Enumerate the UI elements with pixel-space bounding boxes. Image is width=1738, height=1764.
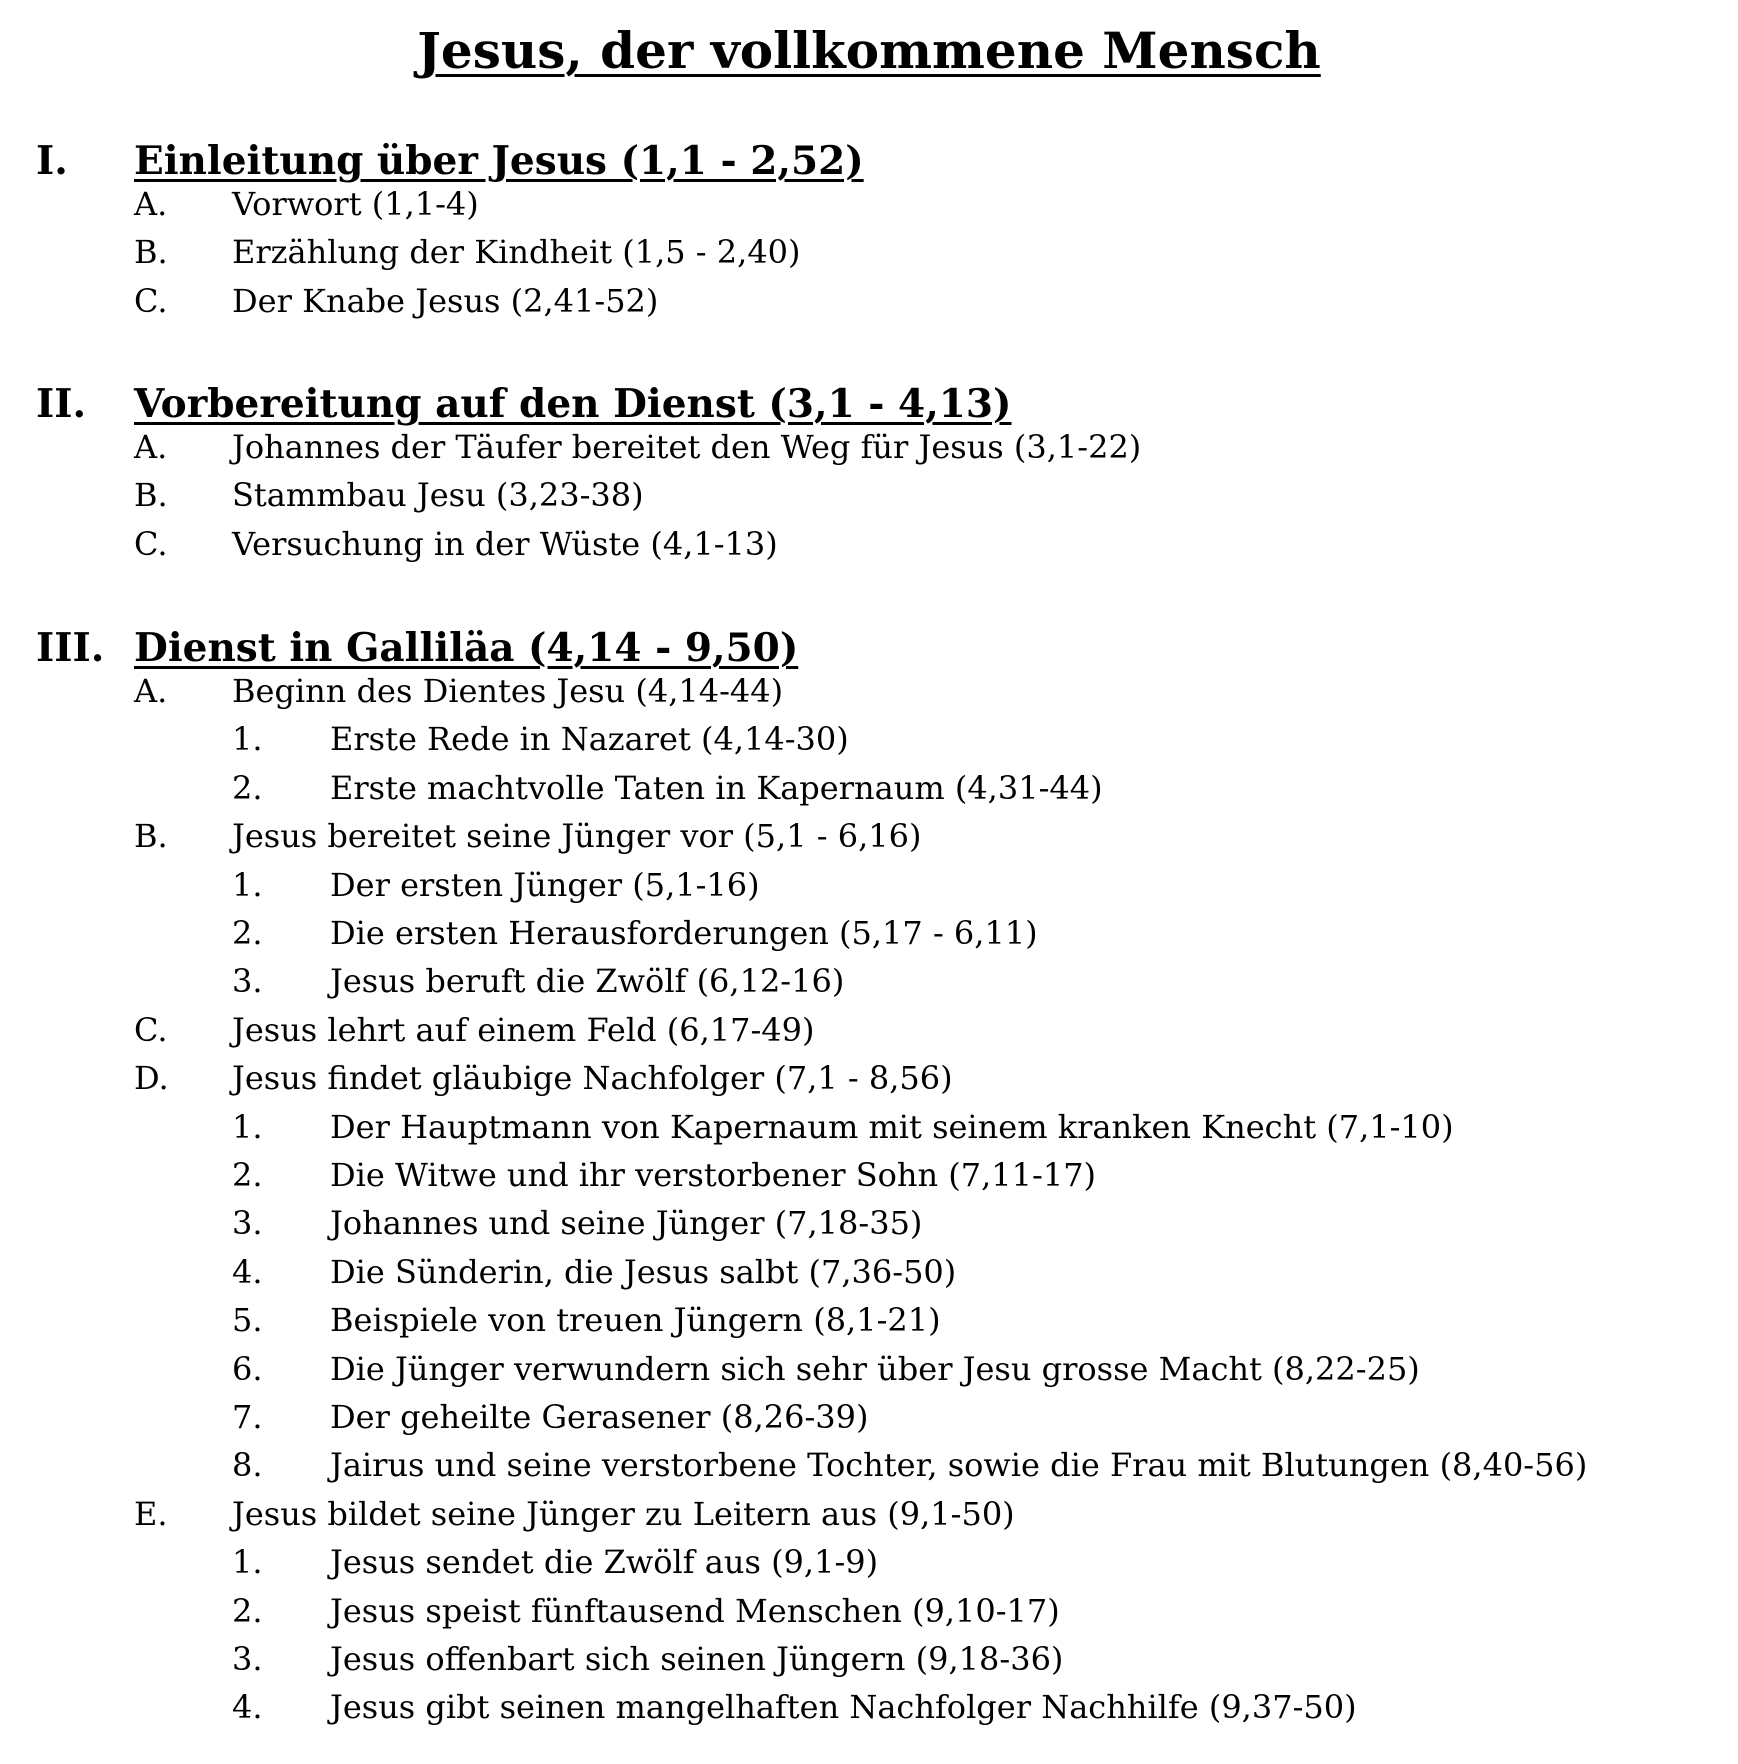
list-item-text: Der ersten Jünger (5,1-16) [330,865,760,904]
list-item-text: Erste machtvolle Taten in Kapernaum (4,31-44) [330,768,1103,807]
subsection-letter: E. [134,1494,168,1533]
page-title-text: Jesus, der vollkommene Mensch [417,21,1321,80]
list-item-text: Beispiele von treuen Jüngern (8,1-21) [330,1301,941,1340]
list-item-number: 1. [232,865,263,904]
subsection-text: Johannes der Täufer bereitet den Weg für Jesus (3,1-22) [232,428,1142,466]
subsection-letter: D. [134,1059,169,1098]
list-item-number: 8. [232,1446,263,1485]
list-item-number: 7. [232,1398,263,1436]
subsection-letter: C. [134,281,168,320]
list-item-text: Die ersten Herausforderungen (5,17 - 6,11) [330,914,1038,952]
subsection-letter: A. [134,672,168,710]
list-item-text: Johannes und seine Jünger (7,18-35) [330,1204,923,1243]
list-item-text: Die Jünger verwundern sich sehr über Jesu grosse Macht (8,22-25) [330,1349,1420,1388]
subsection-text: Jesus lehrt auf einem Feld (6,17-49) [232,1010,815,1049]
subsection-text: Versuchung in der Wüste (4,1-13) [232,524,778,563]
list-item-number: 5. [232,1301,263,1340]
list-item-text: Die Witwe und ihr verstorbener Sohn (7,11-17) [330,1156,1097,1194]
list-item-text: Jesus sendet die Zwölf aus (9,1-9) [330,1543,879,1582]
section-numeral: I. [36,138,68,184]
subsection-text: Der Knabe Jesus (2,41-52) [232,281,659,320]
list-item-number: 4. [232,1688,263,1727]
list-item-text: Der geheilte Gerasener (8,26-39) [330,1398,869,1436]
section-heading-text: Vorbereitung auf den Dienst (3,1 - 4,13) [134,381,1012,427]
list-item-number: 3. [232,1640,263,1678]
section-numeral: II. [36,381,87,427]
subsection-text: Jesus bildet seine Jünger zu Leitern aus (9,1-50) [232,1494,1015,1533]
section-heading-text: Dienst in Galliläa (4,14 - 9,50) [134,625,799,671]
list-item-number: 2. [232,768,263,807]
subsection-letter: B. [134,817,168,856]
list-item-number: 4. [232,1252,263,1291]
list-item-number: 2. [232,914,263,952]
section-heading-text: Einleitung über Jesus (1,1 - 2,52) [134,138,864,184]
list-item-text: Der Hauptmann von Kapernaum mit seinem kranken Knecht (7,1-10) [330,1107,1454,1146]
page-title [0,16,1738,86]
list-item-text: Erste Rede in Nazaret (4,14-30) [330,720,849,759]
subsection-letter: A. [134,428,168,466]
list-item-text: Die Sünderin, die Jesus salbt (7,36-50) [330,1252,957,1291]
list-item-text: Jairus und seine verstorbene Tochter, sowie die Frau mit Blutungen (8,40-56) [330,1446,1588,1485]
list-item-text: Jesus gibt seinen mangelhaften Nachfolger Nachhilfe (9,37-50) [330,1688,1357,1727]
section-numeral: III. [36,625,105,671]
subsection-text: Jesus bereitet seine Jünger vor (5,1 - 6,16) [232,817,922,856]
list-item-number: 3. [232,1204,263,1243]
list-item-number: 2. [232,1156,263,1194]
list-item-number: 2. [232,1591,263,1630]
list-item-text: Jesus beruft die Zwölf (6,12-16) [330,962,845,1001]
subsection-text: Vorwort (1,1-4) [232,185,479,223]
subsection-letter: B. [134,233,168,272]
list-item-text: Jesus offenbart sich seinen Jüngern (9,18-36) [330,1640,1064,1678]
list-item-number: 1. [232,1107,263,1146]
subsection-text: Stammbau Jesu (3,23-38) [232,476,644,515]
list-item-number: 1. [232,720,263,759]
subsection-letter: A. [134,185,168,223]
list-item-number: 6. [232,1349,263,1388]
subsection-letter: C. [134,524,168,563]
list-item-number: 3. [232,962,263,1001]
subsection-letter: B. [134,476,168,515]
subsection-letter: C. [134,1010,168,1049]
subsection-text: Jesus findet gläubige Nachfolger (7,1 - 8,56) [232,1059,953,1098]
list-item-text: Jesus speist fünftausend Menschen (9,10-17) [330,1591,1060,1630]
subsection-text: Erzählung der Kindheit (1,5 - 2,40) [232,233,801,272]
list-item-number: 1. [232,1543,263,1582]
subsection-text: Beginn des Dientes Jesu (4,14-44) [232,672,784,710]
